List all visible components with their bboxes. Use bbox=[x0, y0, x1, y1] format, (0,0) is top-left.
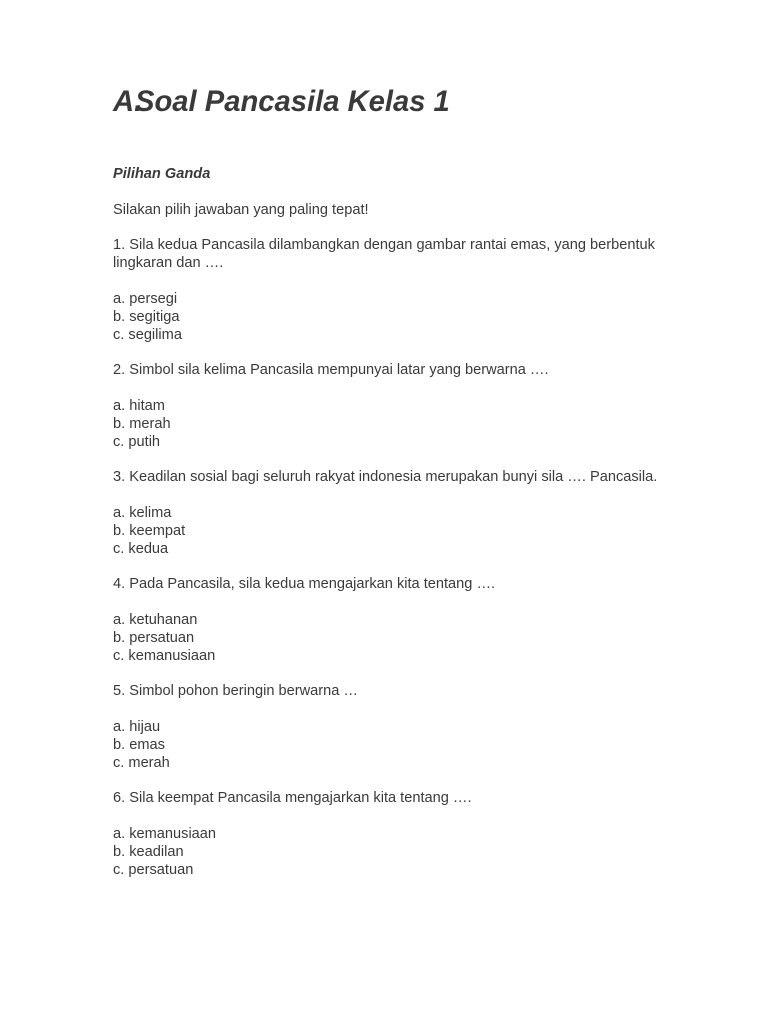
question-text: 5. Simbol pohon beringin berwarna … bbox=[113, 683, 358, 699]
option-c: c. merah bbox=[113, 755, 170, 771]
option-c: c. kemanusiaan bbox=[113, 648, 216, 664]
question-text: 2. Simbol sila kelima Pancasila mempunyai latar yang berwarna …. bbox=[113, 362, 549, 378]
question-item bbox=[113, 236, 713, 344]
subtitle: Pilihan Ganda bbox=[113, 166, 211, 182]
option-c: c. persatuan bbox=[113, 862, 194, 878]
option-a: a. kelima bbox=[113, 505, 172, 521]
question-text: 6. Sila keempat Pancasila mengajarkan kita tentang …. bbox=[113, 790, 472, 806]
question-text: 4. Pada Pancasila, sila kedua mengajarkan kita tentang …. bbox=[113, 576, 496, 592]
question-item bbox=[113, 789, 713, 879]
section-title: Soal Pancasila Kelas 1 bbox=[135, 86, 450, 118]
question-list bbox=[113, 236, 713, 896]
option-a: a. hitam bbox=[113, 398, 165, 414]
option-b: b. persatuan bbox=[113, 630, 195, 646]
question-item bbox=[113, 682, 713, 772]
document-page bbox=[113, 86, 713, 878]
option-a: a. hijau bbox=[113, 719, 161, 735]
question-item bbox=[113, 575, 713, 665]
option-b: b. keadilan bbox=[113, 844, 184, 860]
option-c: c. putih bbox=[113, 434, 161, 450]
question-text: 3. Keadilan sosial bagi seluruh rakyat indonesia merupakan bunyi sila …. Pancasila. bbox=[113, 469, 658, 485]
instruction-text: Silakan pilih jawaban yang paling tepat! bbox=[113, 202, 369, 218]
question-item bbox=[113, 361, 713, 451]
option-a: a. ketuhanan bbox=[113, 612, 198, 628]
option-b: b. emas bbox=[113, 737, 165, 753]
question-text: 1. Sila kedua Pancasila dilambangkan dengan gambar rantai emas, yang berbentuk lingkaran dan …. bbox=[113, 237, 655, 271]
option-c: c. kedua bbox=[113, 541, 169, 557]
option-a: a. persegi bbox=[113, 291, 178, 307]
option-b: b. segitiga bbox=[113, 309, 180, 325]
option-c: c. segilima bbox=[113, 327, 182, 343]
option-b: b. keempat bbox=[113, 523, 186, 539]
option-a: a. kemanusiaan bbox=[113, 826, 217, 842]
question-item bbox=[113, 468, 713, 558]
section-heading bbox=[113, 86, 713, 118]
section-letter: A. bbox=[113, 86, 143, 118]
option-b: b. merah bbox=[113, 416, 171, 432]
